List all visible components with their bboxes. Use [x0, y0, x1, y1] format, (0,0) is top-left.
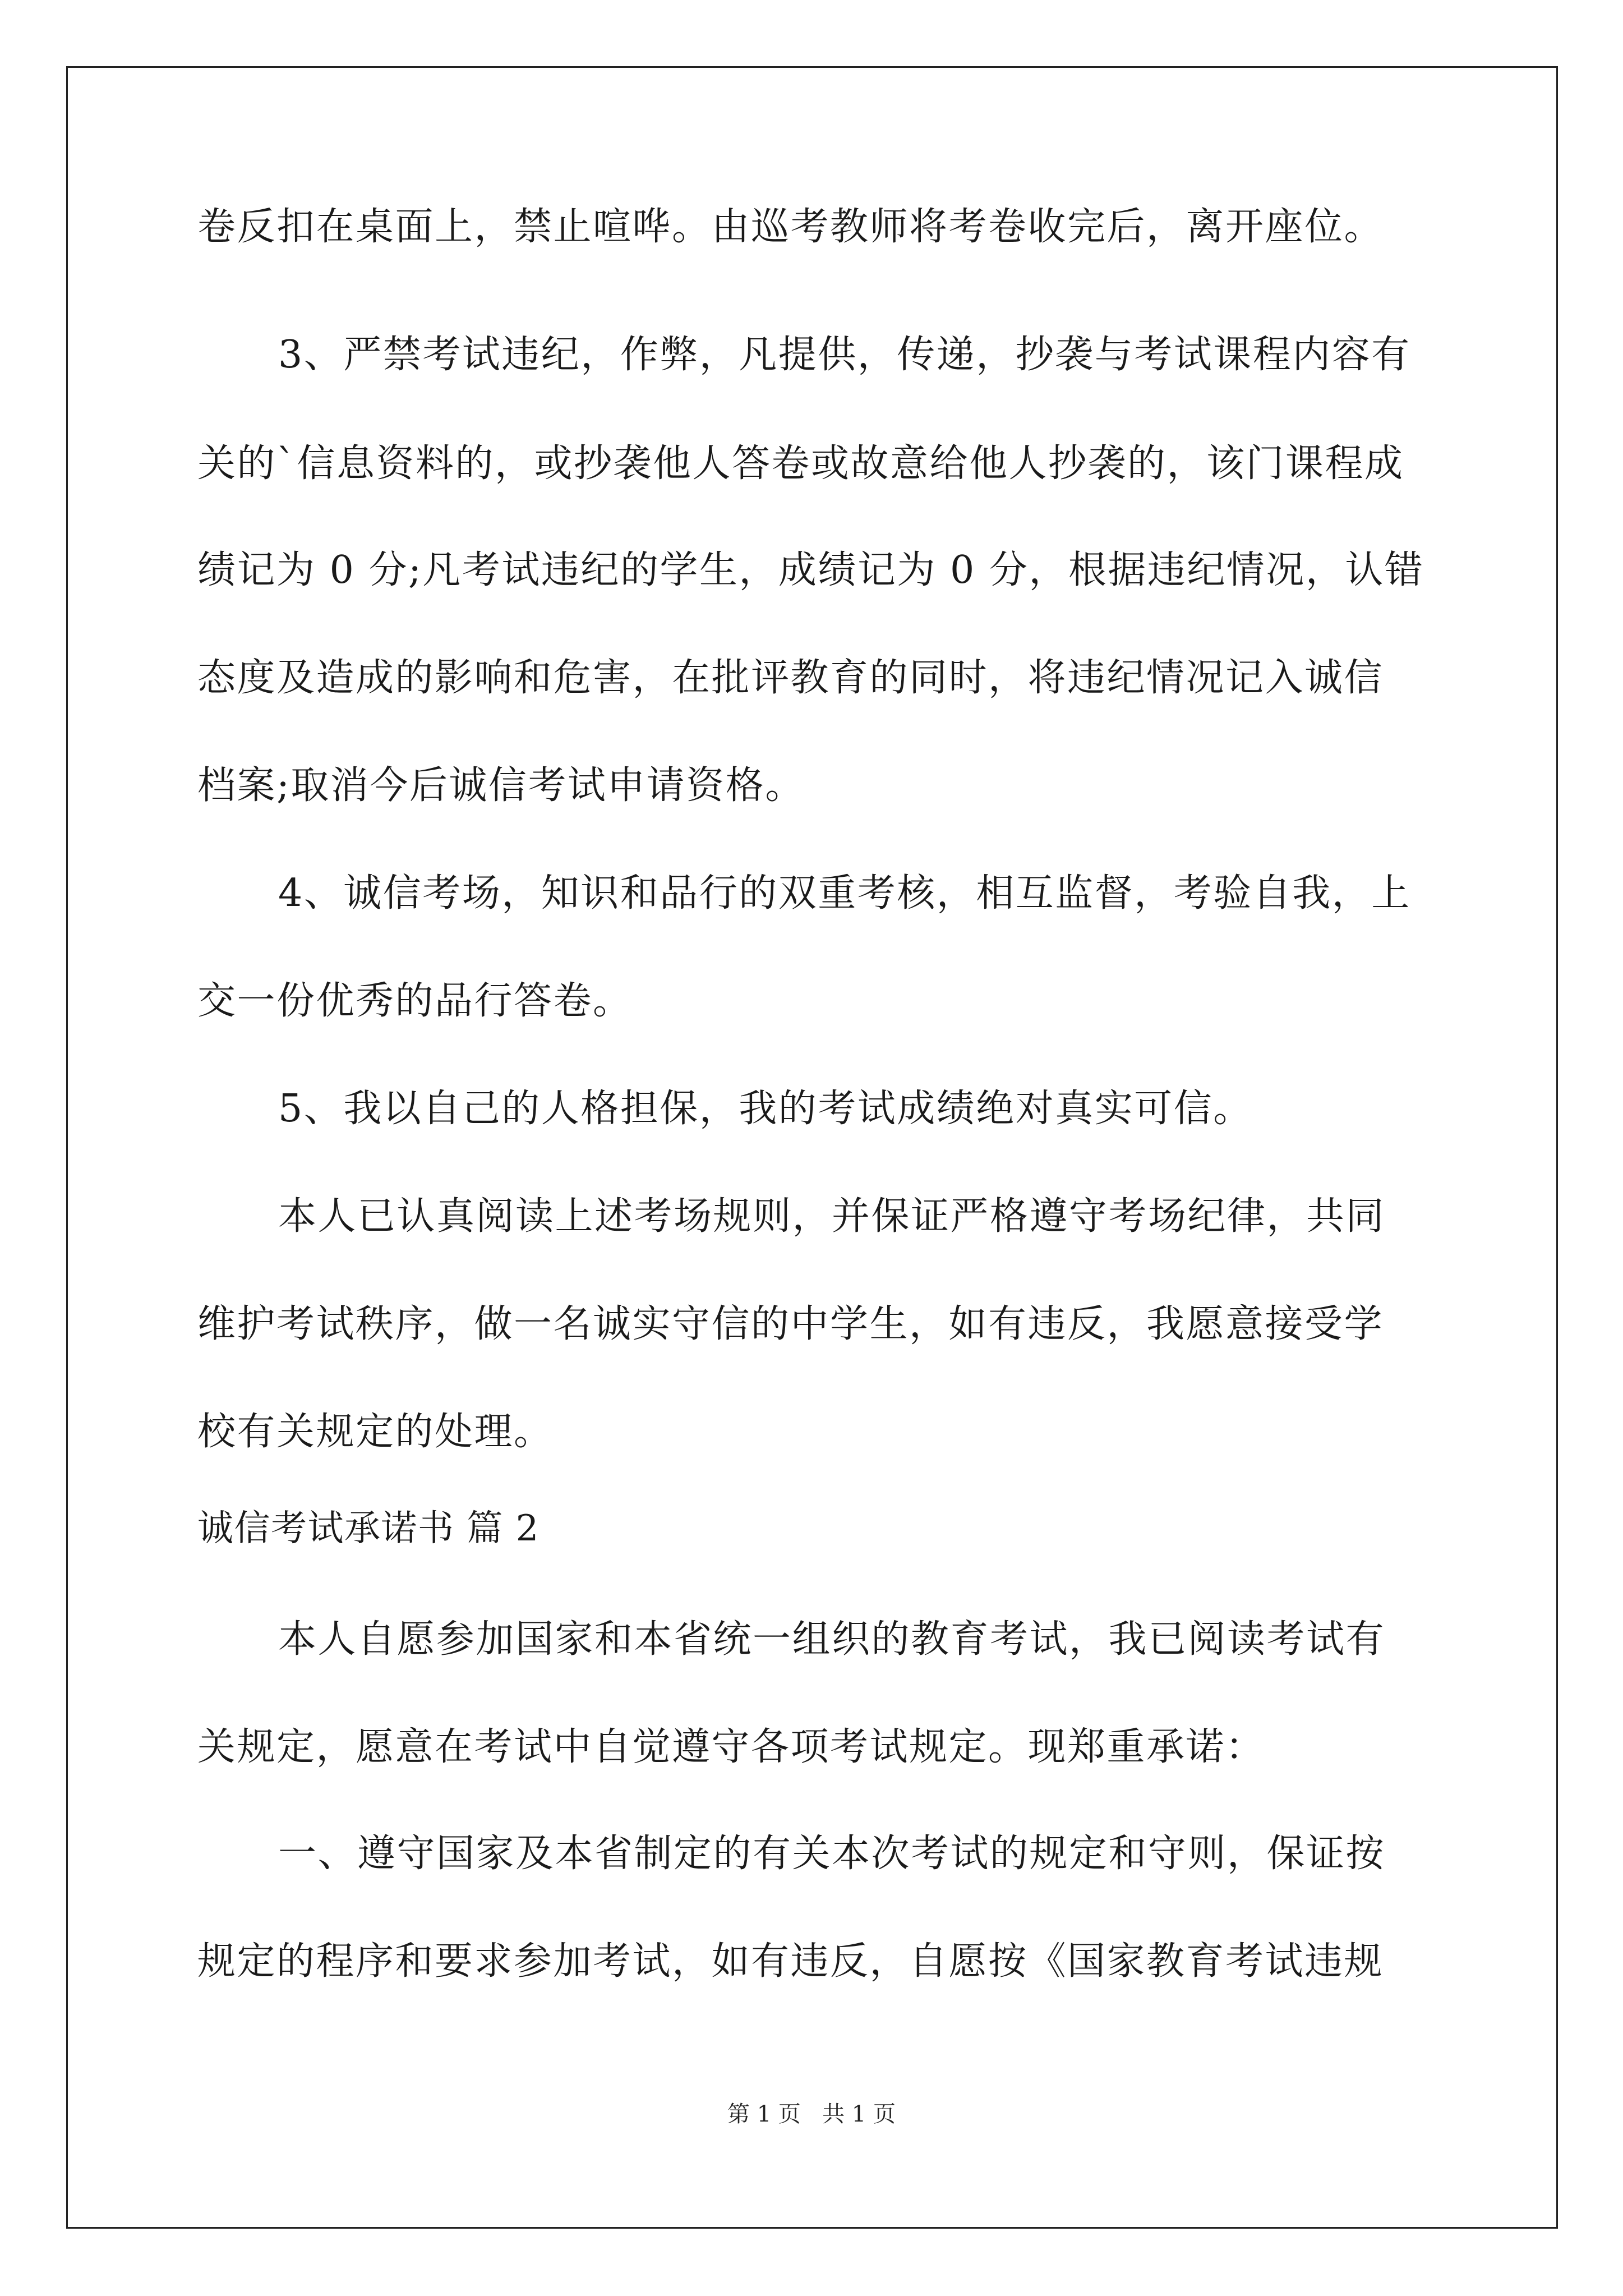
text-line: 关的`信息资料的，或抄袭他人答卷或故意给他人抄袭的，该门课程成 — [197, 441, 1404, 486]
text-line: 档案;取消今后诚信考试申请资格。 — [197, 763, 805, 808]
text-line: 卷反扣在桌面上，禁止喧哗。由巡考教师将考卷收完后，离开座位。 — [197, 205, 1384, 249]
text-line: 绩记为 0 分;凡考试违纪的学生，成绩记为 0 分，根据违纪情况，认错 — [197, 548, 1424, 592]
text-line: 校有关规定的处理。 — [197, 1410, 554, 1454]
text-line: 态度及造成的影响和危害，在批评教育的同时，将违纪情况记入诚信 — [197, 656, 1384, 700]
paragraph-line: 3、严禁考试违纪，作弊，凡提供，传递，抄袭与考试课程内容有 — [278, 333, 1411, 377]
text-line: 规定的程序和要求参加考试，如有违反，自愿按《国家教育考试违规 — [197, 1939, 1384, 1984]
page-border — [66, 66, 1558, 2229]
paragraph-line: 一、遵守国家及本省制定的有关本次考试的规定和守则，保证按 — [278, 1832, 1386, 1876]
paragraph-line: 本人已认真阅读上述考场规则，并保证严格遵守考场纪律，共同 — [278, 1194, 1386, 1239]
paragraph-line: 本人自愿参加国家和本省统一组织的教育考试，我已阅读考试有 — [278, 1617, 1386, 1662]
paragraph-line: 4、诚信考场，知识和品行的双重考核，相互监督，考验自我，上 — [278, 871, 1411, 915]
text-line: 维护考试秩序，做一名诚实守信的中学生，如有违反，我愿意接受学 — [197, 1302, 1384, 1346]
paragraph-line: 5、我以自己的人格担保，我的考试成绩绝对真实可信。 — [278, 1087, 1253, 1131]
section-heading: 诚信考试承诺书 篇 2 — [197, 1508, 540, 1549]
text-line: 交一份优秀的品行答卷。 — [197, 979, 633, 1023]
text-line: 关规定，愿意在考试中自觉遵守各项考试规定。现郑重承诺： — [197, 1725, 1265, 1769]
page-footer: 第 1 页 共 1 页 — [727, 2101, 896, 2127]
